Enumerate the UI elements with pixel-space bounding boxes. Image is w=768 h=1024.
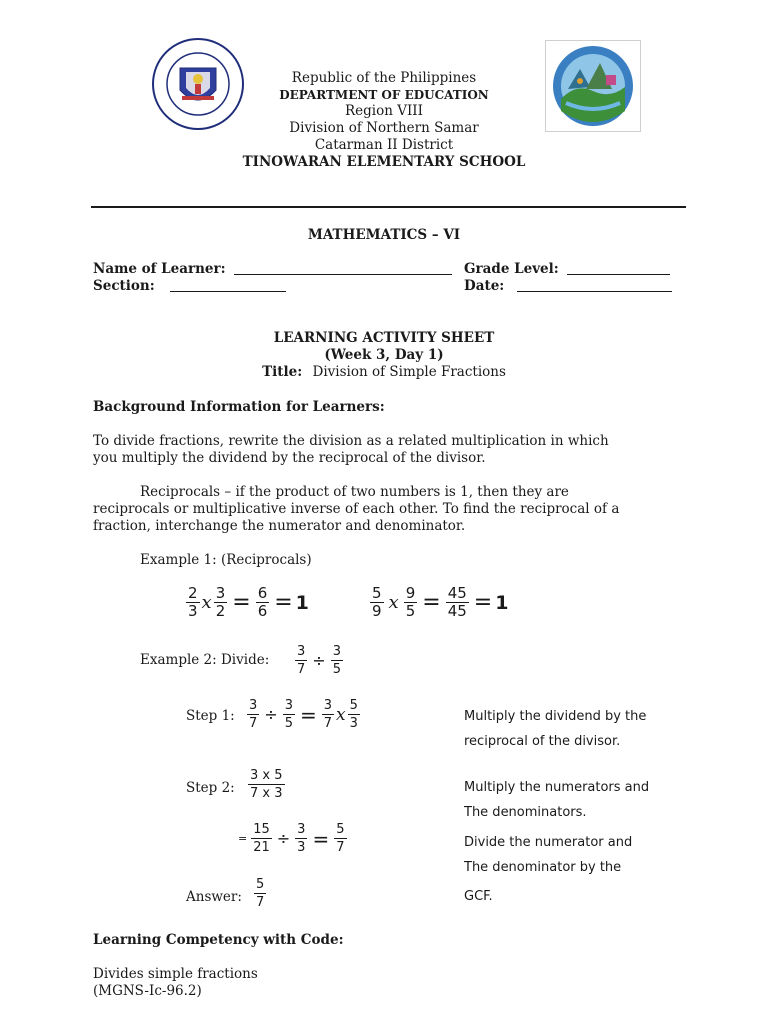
fraction: $\frac{5}{9}$ bbox=[372, 584, 382, 620]
step2-label: Step 2: bbox=[186, 780, 235, 796]
fraction: $\frac{3}{2}$ bbox=[215, 584, 226, 620]
example1-label: Example 1: (Reciprocals) bbox=[140, 552, 312, 568]
competency-heading: Learning Competency with Code: bbox=[93, 932, 344, 948]
fraction: $\frac{3}{7}$ bbox=[297, 644, 306, 677]
fraction: $\frac{5}{7}$ bbox=[256, 877, 265, 910]
header-republic: Republic of the Philippines bbox=[291, 70, 477, 86]
fraction: $\frac{3 x 5}{7 x 3}$ bbox=[250, 768, 283, 801]
step2-note-line1: Multiply the numerators and bbox=[464, 780, 650, 795]
background-heading: Background Information for Learners: bbox=[93, 399, 385, 415]
background-para1-line2: you multiply the dividend by the reciprocal of the divisor. bbox=[93, 450, 486, 466]
competency-line1: Divides simple fractions bbox=[93, 966, 258, 982]
fraction: $\frac{15}{21}$ bbox=[253, 822, 270, 855]
step1-note-line2: reciprocal of the divisor. bbox=[464, 734, 621, 749]
sheet-title-value: Division of Simple Fractions bbox=[312, 364, 506, 380]
step2-note2-line1: Divide the numerator and bbox=[464, 835, 633, 850]
date-label: Date: bbox=[464, 278, 505, 294]
sheet-heading: LEARNING ACTIVITY SHEET bbox=[273, 330, 495, 346]
header-department: DEPARTMENT OF EDUCATION bbox=[279, 88, 489, 102]
header-division: Division of Northern Samar bbox=[289, 120, 479, 136]
example1-equation-1: $\frac{2}{3}$ x $\frac{3}{2}$ = $\frac{6}{6}$ = 1 bbox=[188, 584, 309, 620]
learner-name-line[interactable] bbox=[234, 274, 452, 275]
answer-label: Answer: bbox=[186, 889, 242, 905]
background-para2-line2: reciprocals or multiplicative inverse of each other. To find the reciprocal of a bbox=[93, 501, 620, 517]
school-name: TINOWARAN ELEMENTARY SCHOOL bbox=[242, 154, 526, 170]
step2-fraction bbox=[246, 767, 287, 802]
example2-expression: $\frac{3}{7}$ ÷ $\frac{3}{5}$ bbox=[297, 644, 341, 677]
header-district: Catarman II District bbox=[314, 137, 454, 153]
fraction: $\frac{45}{45}$ bbox=[447, 584, 467, 620]
section-label: Section: bbox=[93, 278, 155, 294]
sheet-week: (Week 3, Day 1) bbox=[324, 347, 444, 363]
fraction: $\frac{3}{5}$ bbox=[284, 698, 293, 731]
header-region: Region VIII bbox=[345, 103, 423, 119]
fraction: $\frac{6}{6}$ bbox=[257, 584, 268, 620]
background-para1-line1: To divide fractions, rewrite the division as a related multiplication in which bbox=[93, 433, 609, 449]
step2-note-line2: The denominators. bbox=[464, 805, 587, 820]
example1-equation-2: $\frac{5}{9}$ x $\frac{9}{5}$ = $\frac{45}{45}$ = 1 bbox=[372, 584, 509, 620]
fraction: $\frac{2}{3}$ bbox=[188, 584, 198, 620]
background-para2-line1: Reciprocals – if the product of two numbers is 1, then they are bbox=[140, 484, 569, 500]
grade-level-line[interactable] bbox=[567, 274, 670, 275]
fraction: $\frac{5}{7}$ bbox=[336, 822, 345, 855]
step2-note2-line3: GCF. bbox=[464, 889, 493, 904]
step2-simplify-equation: = $\frac{15}{21}$ ÷ $\frac{3}{3}$ = $\frac{5}{7}$ bbox=[238, 822, 345, 855]
background-para2-line3: fraction, interchange the numerator and denominator. bbox=[93, 518, 466, 534]
fraction: $\frac{3}{3}$ bbox=[297, 822, 306, 855]
step1-equation: $\frac{3}{7}$ ÷ $\frac{3}{5}$ = $\frac{3}{7}$ x $\frac{5}{3}$ bbox=[249, 698, 358, 731]
fraction: $\frac{5}{3}$ bbox=[349, 698, 358, 731]
fraction: $\frac{3}{7}$ bbox=[249, 698, 258, 731]
sheet-title bbox=[0, 364, 768, 381]
step1-label: Step 1: bbox=[186, 708, 235, 724]
sheet-title-label: Title: bbox=[262, 364, 303, 380]
fraction: $\frac{3}{5}$ bbox=[332, 644, 341, 677]
header-divider bbox=[91, 206, 686, 208]
fraction: $\frac{3}{7}$ bbox=[323, 698, 333, 731]
learner-name-label: Name of Learner: bbox=[93, 261, 226, 277]
date-line[interactable] bbox=[517, 291, 672, 292]
grade-level-label: Grade Level: bbox=[464, 261, 559, 277]
subject-title: MATHEMATICS – VI bbox=[307, 227, 461, 243]
answer-fraction bbox=[252, 876, 268, 911]
step2-note2-line2: The denominator by the bbox=[464, 860, 622, 875]
fraction: $\frac{9}{5}$ bbox=[405, 584, 416, 620]
example2-label: Example 2: Divide: bbox=[140, 652, 270, 668]
step1-note-line1: Multiply the dividend by the bbox=[464, 709, 647, 724]
section-line[interactable] bbox=[170, 291, 286, 292]
competency-code: (MGNS-Ic-96.2) bbox=[93, 983, 202, 999]
